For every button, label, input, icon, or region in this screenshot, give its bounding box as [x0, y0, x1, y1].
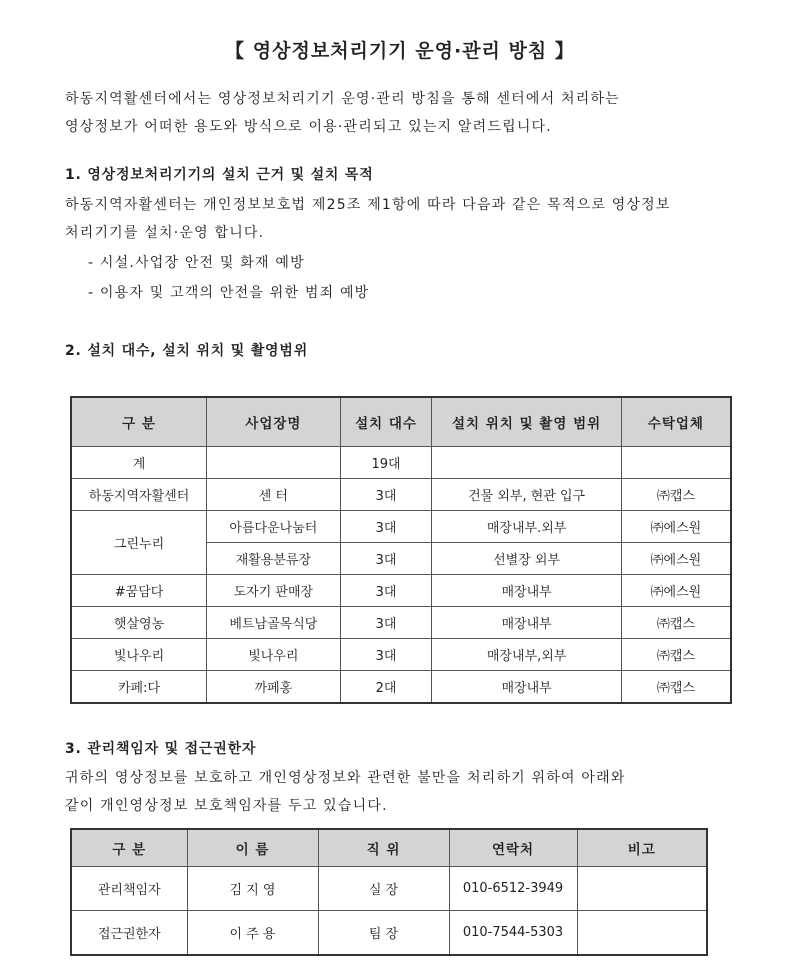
- table-row: [71, 639, 731, 671]
- header-place: 사업장명: [207, 397, 341, 447]
- cell-range: 매장내부: [432, 671, 621, 704]
- cell-position: 실 장: [318, 867, 449, 911]
- cell-count: 3대: [340, 511, 432, 543]
- cell-group: 하동지역자활센터: [71, 479, 207, 511]
- section1-line-1: 하동지역자활센터는 개인정보보호법 제25조 제1항에 따라 다음과 같은 목적으로 영상정보: [65, 197, 671, 213]
- section1-heading: 1. 영상정보처리기기의 설치 근거 및 설치 목적: [65, 167, 374, 183]
- table-row: [71, 607, 731, 639]
- cell-note: [577, 867, 707, 911]
- table-header-row: [71, 397, 731, 447]
- intro-line-1: 하동지역활센터에서는 영상정보처리기기 운영·관리 방침을 통해 센터에서 처리하는: [65, 91, 620, 107]
- header-range: 설치 위치 및 촬영 범위: [432, 397, 621, 447]
- cell-vendor: ㈜에스원: [621, 575, 731, 607]
- document-title: 【 영상정보처리기기 운영·관리 방침 】: [225, 40, 575, 62]
- cell-place: 베트남골목식당: [207, 607, 341, 639]
- header-division: 구 분: [71, 829, 187, 867]
- cell-count: 2대: [340, 671, 432, 704]
- header-name: 이 름: [187, 829, 318, 867]
- cell-range: 매장내부,외부: [432, 639, 621, 671]
- table-row: [71, 479, 731, 511]
- section1-paragraph: [65, 191, 671, 247]
- cell-place: 도자기 판매장: [207, 575, 341, 607]
- intro-line-2: 영상정보가 어떠한 용도와 방식으로 이용·관리되고 있는지 알려드립니다.: [65, 119, 552, 135]
- cell-role: 접근권한자: [71, 911, 187, 956]
- intro-paragraph: [65, 85, 620, 141]
- cell-group: 계: [71, 447, 207, 479]
- section1-bullet-2: - 이용자 및 고객의 안전을 위한 범죄 예방: [88, 285, 370, 301]
- cctv-install-table: [70, 396, 732, 704]
- section3-heading: 3. 관리책임자 및 접근권한자: [65, 741, 257, 757]
- table-header-row: [71, 829, 707, 867]
- cell-note: [577, 911, 707, 956]
- cell-group: #꿈담다: [71, 575, 207, 607]
- cell-place: 센 터: [207, 479, 341, 511]
- cell-vendor: ㈜에스원: [621, 511, 731, 543]
- header-vendor: 수탁업체: [621, 397, 731, 447]
- cell-vendor: ㈜캡스: [621, 479, 731, 511]
- cell-position: 팀 장: [318, 911, 449, 956]
- cell-name: 김 지 영: [187, 867, 318, 911]
- table-row: [71, 511, 731, 543]
- table-row: [71, 671, 731, 704]
- cell-place: 빛나우리: [207, 639, 341, 671]
- cell-vendor: ㈜캡스: [621, 607, 731, 639]
- section3-line-2: 같이 개인영상정보 보호책임자를 두고 있습니다.: [65, 798, 388, 814]
- cell-range: 매장내부.외부: [432, 511, 621, 543]
- cell-place: 재활용분류장: [207, 543, 341, 575]
- cell-range: 매장내부: [432, 575, 621, 607]
- manager-table: [70, 828, 708, 956]
- cell-count: 3대: [340, 479, 432, 511]
- cell-range: [432, 447, 621, 479]
- section3-paragraph: [65, 764, 626, 820]
- table-row: [71, 911, 707, 956]
- cell-group: 그린누리: [71, 511, 207, 575]
- cell-range: 선별장 외부: [432, 543, 621, 575]
- header-note: 비고: [577, 829, 707, 867]
- cell-count: 3대: [340, 639, 432, 671]
- header-division: 구 분: [71, 397, 207, 447]
- cell-place: 아름다운나눔터: [207, 511, 341, 543]
- cell-group: 햇살영농: [71, 607, 207, 639]
- cell-place: [207, 447, 341, 479]
- cell-vendor: ㈜에스원: [621, 543, 731, 575]
- table-row: [71, 575, 731, 607]
- cell-place: 까페홍: [207, 671, 341, 704]
- cell-count: 3대: [340, 607, 432, 639]
- header-count: 설치 대수: [340, 397, 432, 447]
- cell-vendor: ㈜캡스: [621, 671, 731, 704]
- cell-role: 관리책임자: [71, 867, 187, 911]
- cell-range: 건물 외부, 현관 입구: [432, 479, 621, 511]
- header-contact: 연락처: [449, 829, 577, 867]
- section1-line-2: 처리기기를 설치·운영 합니다.: [65, 225, 265, 241]
- cell-group: 카페:다: [71, 671, 207, 704]
- section2-heading: 2. 설치 대수, 설치 위치 및 촬영범위: [65, 343, 309, 359]
- header-position: 직 위: [318, 829, 449, 867]
- section1-bullet-1: - 시설.사업장 안전 및 화재 예방: [88, 255, 305, 271]
- cell-range: 매장내부: [432, 607, 621, 639]
- table-row: [71, 867, 707, 911]
- cell-count: 3대: [340, 575, 432, 607]
- cell-phone: 010-6512-3949: [449, 867, 577, 911]
- section3-line-1: 귀하의 영상정보를 보호하고 개인영상정보와 관련한 불만을 처리하기 위하여 아래와: [65, 770, 626, 786]
- cell-name: 이 주 용: [187, 911, 318, 956]
- cell-count: 19대: [340, 447, 432, 479]
- cell-vendor: [621, 447, 731, 479]
- table-row: [71, 447, 731, 479]
- cell-phone: 010-7544-5303: [449, 911, 577, 956]
- cell-group: 빛나우리: [71, 639, 207, 671]
- cell-count: 3대: [340, 543, 432, 575]
- cell-vendor: ㈜캡스: [621, 639, 731, 671]
